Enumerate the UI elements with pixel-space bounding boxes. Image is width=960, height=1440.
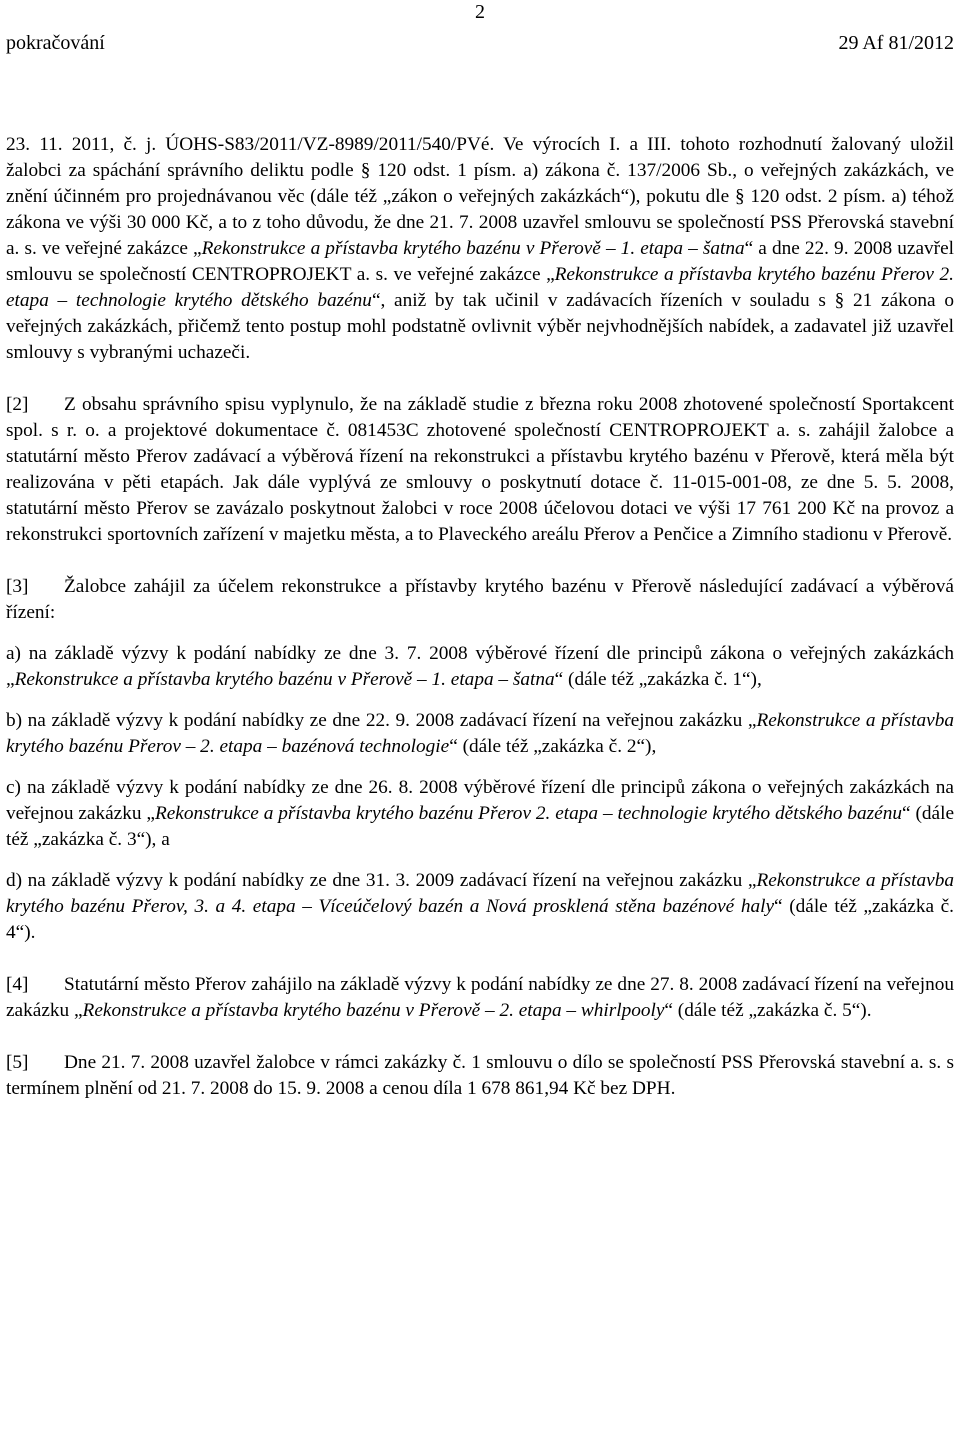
list-item-b: b) na základě výzvy k podání nabídky ze dne 22. 9. 2008 zadávací řízení na veřejnou zakázku „Rekonstrukce a přístavba krytého bazénu Přerov – 2. etapa – bazénová technologie“ (dále též „zakázka č. 2“), [6,710,954,757]
document-page [6,0,955,1099]
paragraph-number: [5] [6,1052,29,1073]
document-body [6,132,954,1102]
paragraph-number: [3] [6,576,29,597]
page-number: 2 [475,1,485,23]
list-item-d: d) na základě výzvy k podání nabídky ze dne 31. 3. 2009 zadávací řízení na veřejnou zakázku „Rekonstrukce a přístavba krytého bazénu Přerov, 3. a 4. etapa – Víceúčelový bazén a Nová prosklená stěna bazénové haly“ (dále též „zakázka č. 4“). [6,870,955,943]
paragraph-continuation: 23. 11. 2011, č. j. ÚOHS-S83/2011/VZ-8989/2011/540/PVé. Ve výrocích I. a III. tohoto rozhodnutí žalovaný uložil žalobci za spáchání správního deliktu podle § 120 odst. 1 písm. a) zákona č. 137/2006 Sb., o veřejných zakázkách, ve znění účinném pro projednávanou věc (dále též „zákon o veřejných zakázkách“), pokutu dle § 120 odst. 2 písm. a) téhož zákona ve výši 30 000 Kč, a to z toho důvodu, že dne 21. 7. 2008 uzavřel smlouvu se společností PSS Přerovská stavební a. s. ve veřejné zakázce „Rekonstrukce a přístavba krytého bazénu v Přerově – 1. etapa – šatna“ a dne 22. 9. 2008 uzavřel smlouvu se společností CENTROPROJEKT a. s. ve veřejné zakázce „Rekonstrukce a přístavba krytého bazénu Přerov 2. etapa – technologie krytého dětského bazénu“, aniž by tak učinil v zadávacích řízeních v souladu s § 21 zákona o veřejných zakázkách, přičemž tento postup mohl podstatně ovlivnit výběr nejvhodnějších nabídek, a zadavatel již uzavřel smlouvy s vybranými uchazeči. [6,134,954,363]
paragraph-number: [2] [6,394,29,415]
paragraph-5: [5] Dne 21. 7. 2008 uzavřel žalobce v rámci zakázky č. 1 smlouvu o dílo se společností PSS Přerovská stavební a. s. s termínem plnění od 21. 7. 2008 do 15. 9. 2008 a cenou díla 1 678 861,94 Kč bez DPH. [6,1052,954,1099]
list-item-a: a) na základě výzvy k podání nabídky ze dne 3. 7. 2008 výběrové řízení dle principů zákona o veřejných zakázkách „Rekonstrukce a přístavba krytého bazénu v Přerově – 1. etapa – šatna“ (dále též „zakázka č. 1“), [6,643,954,690]
page-header [6,0,954,64]
paragraph-3: [3] Žalobce zahájil za účelem rekonstrukce a přístavby krytého bazénu v Přerově následující zadávací a výběrová řízení: [6,576,954,623]
paragraph-4: [4] Statutární město Přerov zahájilo na základě výzvy k podání nabídky ze dne 27. 8. 2008 zadávací řízení na veřejnou zakázku „Rekonstrukce a přístavba krytého bazénu v Přerově – 2. etapa – whirlpooly“ (dále též „zakázka č. 5“). [6,974,954,1021]
paragraph-2: [2] Z obsahu správního spisu vyplynulo, že na základě studie z března roku 2008 zhotovené společností Sportakcent spol. s r. o. a projektové dokumentace č. 081453C zhotovené společností CENTROPROJEKT a. s. zahájil žalobce a statutární město Přerov zadávací a výběrová řízení na rekonstrukci a přístavbu krytého bazénu v Přerově, která měla být realizována v pěti etapách. Jak dále vyplývá ze smlouvy o poskytnutí dotace č. 11-015-001-08, ze dne 5. 5. 2008, statutární město Přerov se zavázalo poskytnout žalobci v roce 2008 účelovou dotaci ve výši 17 761 200 Kč na provoz a rekonstrukci sportovních zařízení v majetku města, a to Plaveckého areálu Přerov a Penčice a Zimního stadionu v Přerově. [6,394,954,545]
paragraph-number: [4] [6,974,29,995]
header-continuation: pokračování [6,32,105,54]
list-item-c: c) na základě výzvy k podání nabídky ze dne 26. 8. 2008 výběrové řízení dle principů zákona o veřejných zakázkách na veřejnou zakázku „Rekonstrukce a přístavba krytého bazénu Přerov 2. etapa – technologie krytého dětského bazénu“ (dále též „zakázka č. 3“), a [6,777,954,850]
header-case-number: 29 Af 81/2012 [838,32,954,54]
